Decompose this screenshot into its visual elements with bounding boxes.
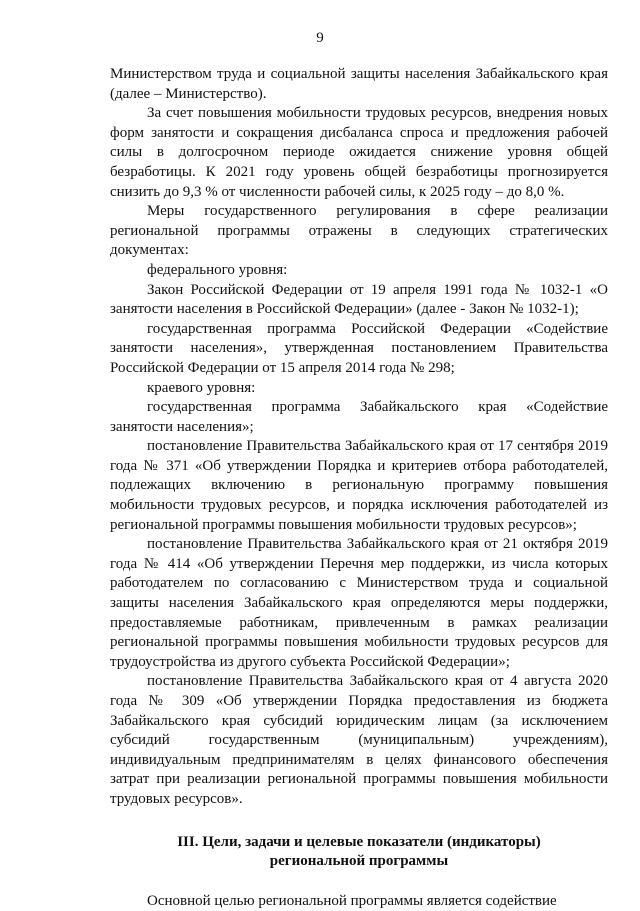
paragraph: Министерством труда и социальной защиты населения Забайкальского края (далее – Министерство). [110,66,608,102]
paragraph: постановление Правительства Забайкальского края от 17 сентября 2019 года № 371 «Об утверждении Порядка и критериев отбора работодателей, подлежащих включению в региональную программу повышения мобильности трудовых ресурсов, и порядка исключения работодателей из региональной программы повышения мобильности трудовых ресурсов»; [110,438,608,533]
page-number: 9 [316,30,324,46]
paragraph: Закон Российской Федерации от 19 апреля 1991 года № 1032-1 «О занятости населения в Российской Федерации» (далее - Закон № 1032-1); [110,281,608,318]
section-heading-line1: III. Цели, задачи и целевые показатели (индикаторы) [177,833,541,850]
paragraph: постановление Правительства Забайкальского края от 21 октября 2019 года № 414 «Об утверждении Перечня мер поддержки, из числа которых работодателем по согласованию с Министерством труда и социальной защиты населения Забайкальского края определяются меры поддержки, предоставляемые работникам, привлеченным в рамках реализации региональной программы повышения мобильности трудовых ресурсов для трудоустройства из другого субъекта Российской Федерации»; [110,536,608,670]
paragraph: государственная программа Российской Федерации «Содействие занятости населения», утвержденная постановлением Правительства Российской Федерации от 15 апреля 2014 года № 298; [110,320,608,376]
document-body [110,65,608,911]
paragraph: За счет повышения мобильности трудовых ресурсов, внедрения новых форм занятости и сокращения дисбаланса спроса и предложения рабочей силы в долгосрочном периоде ожидается снижение уровня общей безработицы. К 2021 году уровень общей безработицы прогнозируется снизить до 9,3 % от численности рабочей силы, к 2025 году – до 8,0 %. [110,105,608,200]
paragraph: краевого уровня: [147,379,256,396]
paragraph: государственная программа Забайкальского края «Содействие занятости населения»; [110,399,608,435]
paragraph: федерального уровня: [147,261,288,278]
paragraph: постановление Правительства Забайкальского края от 4 августа 2020 года № 309 «Об утверждении Порядка предоставления из бюджета Забайкальского края субсидий юридическим лицам (за исключением субсидий государственным (муниципальным) учреждениям), индивидуальным предпринимателям в целях финансового обеспечения затрат при реализации региональной программы повышения мобильности трудовых ресурсов». [110,673,608,807]
paragraph: Основной целью региональной программы является содействие [147,892,557,909]
section-heading [110,833,608,872]
paragraph: Меры государственного регулирования в сфере реализации региональной программы отражены в следующих стратегических документах: [110,203,608,259]
section-heading-line2: региональной программы [269,853,449,870]
